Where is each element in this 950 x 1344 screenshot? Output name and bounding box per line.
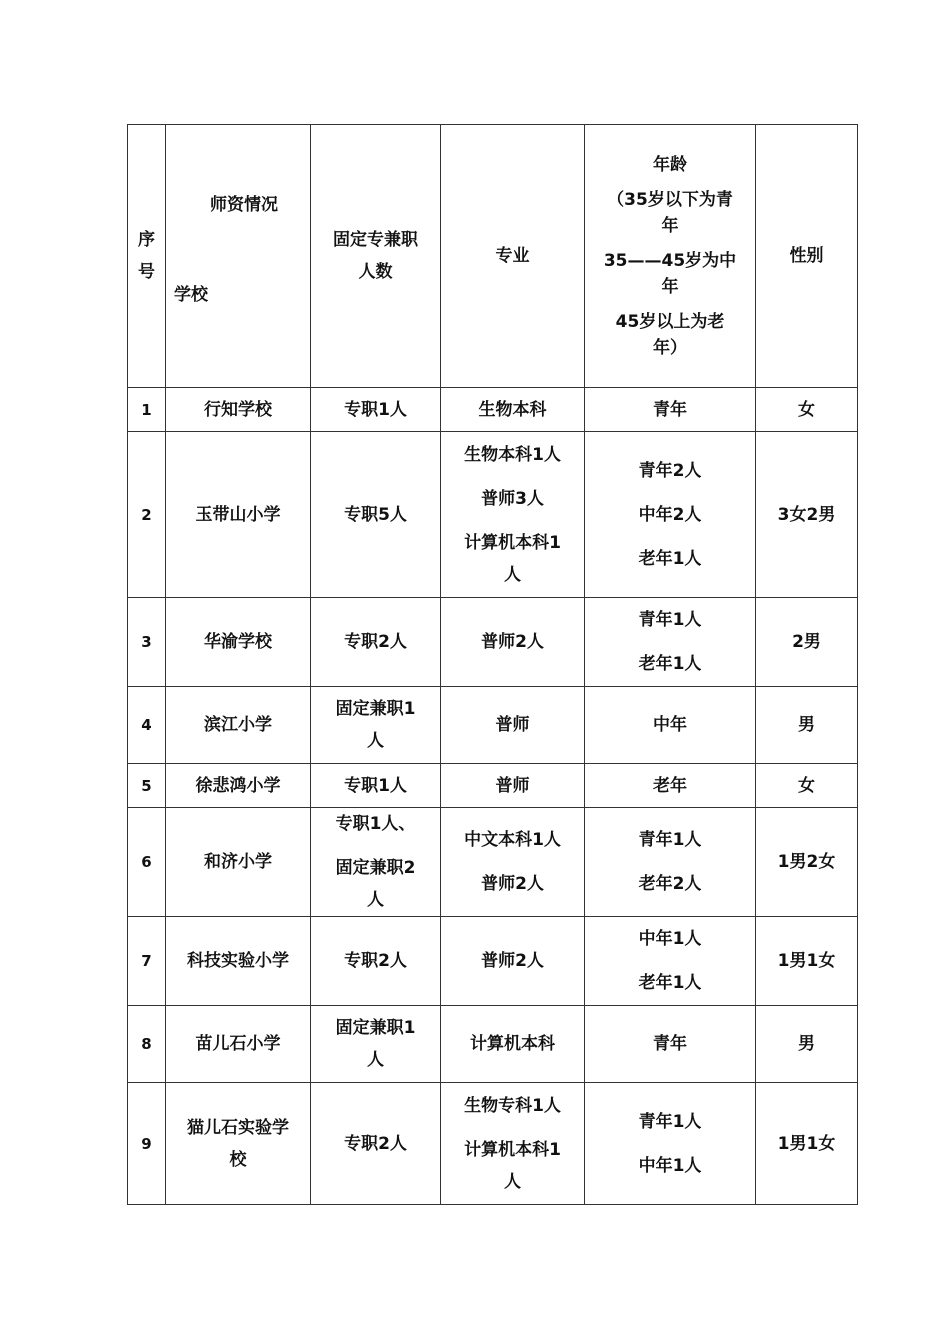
major-line: 生物本科1人 [464,444,561,465]
staff-count-line: 专职2人 [344,632,407,652]
header-age-line: 45岁以上为老 [615,311,725,332]
major-line: 普师 [495,715,530,735]
major [441,1006,585,1083]
staff-count [311,917,441,1006]
school-name-line: 和济小学 [204,852,272,872]
staff-count-line: 人 [367,731,384,751]
school-name-line: 苗儿石小学 [195,1034,281,1054]
major-line: 生物本科 [478,399,547,420]
age-group-line: 青年1人 [638,610,702,630]
header-teacher-school [166,125,311,388]
major-line: 中文本科1人 [464,830,561,850]
table-body [128,388,858,1205]
table-row [128,1083,858,1205]
staff-count-line: 专职2人 [344,951,407,971]
staff-count-line: 固定兼职1 [335,1018,416,1038]
staff-count-line: 人 [367,890,384,910]
header-major: 专业 [441,125,585,388]
header-age-line: 35——45岁为中 [603,250,737,271]
gender: 1男1女 [756,917,858,1006]
staff-count [311,432,441,598]
school-name [166,917,311,1006]
age-group-line: 青年2人 [638,460,702,481]
header-age [585,125,756,388]
major [441,764,585,808]
gender: 男 [756,687,858,764]
major-line: 计算机本科 [470,1034,555,1054]
row-number: 1 [128,388,166,432]
major [441,1083,585,1205]
school-name [166,598,311,687]
school-name-line: 徐悲鸿小学 [195,775,281,796]
teacher-staff-table [127,124,858,1205]
staff-count-line: 固定兼职2 [335,858,416,878]
header-age-line: 年 [661,276,679,297]
staff-count [311,808,441,917]
major-line: 人 [504,1171,521,1192]
gender: 2男 [756,598,858,687]
staff-count-line: 专职1人 [344,399,407,420]
age-group [585,764,756,808]
row-number: 7 [128,917,166,1006]
school-name [166,808,311,917]
staff-count-line: 专职5人 [344,504,407,525]
major-line: 人 [504,564,521,585]
age-group-line: 青年1人 [638,830,702,850]
table-row [128,1006,858,1083]
school-name-line: 滨江小学 [204,715,272,735]
major-line: 普师2人 [481,632,544,652]
staff-count [311,1006,441,1083]
school-name-line: 校 [229,1149,247,1170]
age-group [585,388,756,432]
age-group [585,1083,756,1205]
staff-count-line: 人 [367,1050,384,1070]
age-group-line: 老年2人 [638,874,702,894]
header-seq-line: 号 [138,262,155,282]
age-group-line: 中年 [653,715,687,735]
school-name-line: 华渝学校 [204,632,272,652]
row-number: 4 [128,687,166,764]
staff-count [311,764,441,808]
major [441,808,585,917]
school-name-line: 猫儿石实验学 [187,1117,289,1138]
major-line: 生物专科1人 [464,1095,561,1116]
age-group [585,687,756,764]
staff-count-line: 专职2人 [344,1133,407,1154]
age-group-line: 青年 [653,1034,687,1054]
table-header-row [128,125,858,388]
age-group-line: 青年1人 [638,1111,702,1132]
header-age-line: （35岁以下为青 [607,189,733,210]
header-age-line: 年龄 [653,154,687,175]
major [441,917,585,1006]
major-line: 计算机本科1 [464,532,561,553]
gender: 女 [756,764,858,808]
table-row [128,764,858,808]
major-line: 普师2人 [481,874,544,894]
age-group-line: 老年1人 [638,548,702,569]
age-group-line: 中年1人 [638,1155,702,1176]
staff-count [311,687,441,764]
major-line: 普师 [495,775,530,796]
row-number: 5 [128,764,166,808]
school-name-line: 玉带山小学 [195,504,281,525]
school-name-line: 行知学校 [204,399,272,420]
row-number: 9 [128,1083,166,1205]
major-line: 计算机本科1 [464,1139,561,1160]
age-group-line: 老年1人 [638,654,702,674]
table-row [128,388,858,432]
school-name-line: 科技实验小学 [187,951,289,971]
school-name [166,432,311,598]
gender: 1男2女 [756,808,858,917]
age-group [585,1006,756,1083]
row-number: 2 [128,432,166,598]
staff-count [311,388,441,432]
row-number: 6 [128,808,166,917]
school-name [166,388,311,432]
row-number: 3 [128,598,166,687]
major [441,388,585,432]
staff-count-line: 专职1人、 [335,814,416,834]
gender: 1男1女 [756,1083,858,1205]
header-teacher-info: 师资情况 [210,195,278,215]
header-staff-line: 人数 [358,262,393,282]
age-group [585,917,756,1006]
header-staff-line: 固定专兼职 [333,230,418,250]
age-group-line: 中年1人 [638,929,702,949]
staff-count [311,598,441,687]
gender: 男 [756,1006,858,1083]
staff-count-line: 固定兼职1 [335,699,416,719]
school-name [166,1083,311,1205]
age-group-line: 青年 [653,399,687,420]
table-row [128,917,858,1006]
header-seq [128,125,166,388]
header-age-line: 年 [661,215,679,236]
header-gender: 性别 [756,125,858,388]
table-row [128,808,858,917]
gender: 3女2男 [756,432,858,598]
major-line: 普师3人 [481,488,544,509]
header-school: 学校 [174,285,208,305]
age-group [585,808,756,917]
school-name [166,764,311,808]
header-staff-count [311,125,441,388]
school-name [166,1006,311,1083]
table-row [128,598,858,687]
major [441,598,585,687]
gender: 女 [756,388,858,432]
table-row [128,687,858,764]
header-age-line: 年） [653,337,687,358]
age-group [585,432,756,598]
age-group-line: 老年 [653,775,687,796]
age-group-line: 中年2人 [638,504,702,525]
school-name [166,687,311,764]
age-group [585,598,756,687]
major [441,432,585,598]
age-group-line: 老年1人 [638,973,702,993]
row-number: 8 [128,1006,166,1083]
staff-count [311,1083,441,1205]
major [441,687,585,764]
table-row [128,432,858,598]
header-seq-line: 序 [138,230,155,250]
major-line: 普师2人 [481,951,544,971]
staff-count-line: 专职1人 [344,775,407,796]
